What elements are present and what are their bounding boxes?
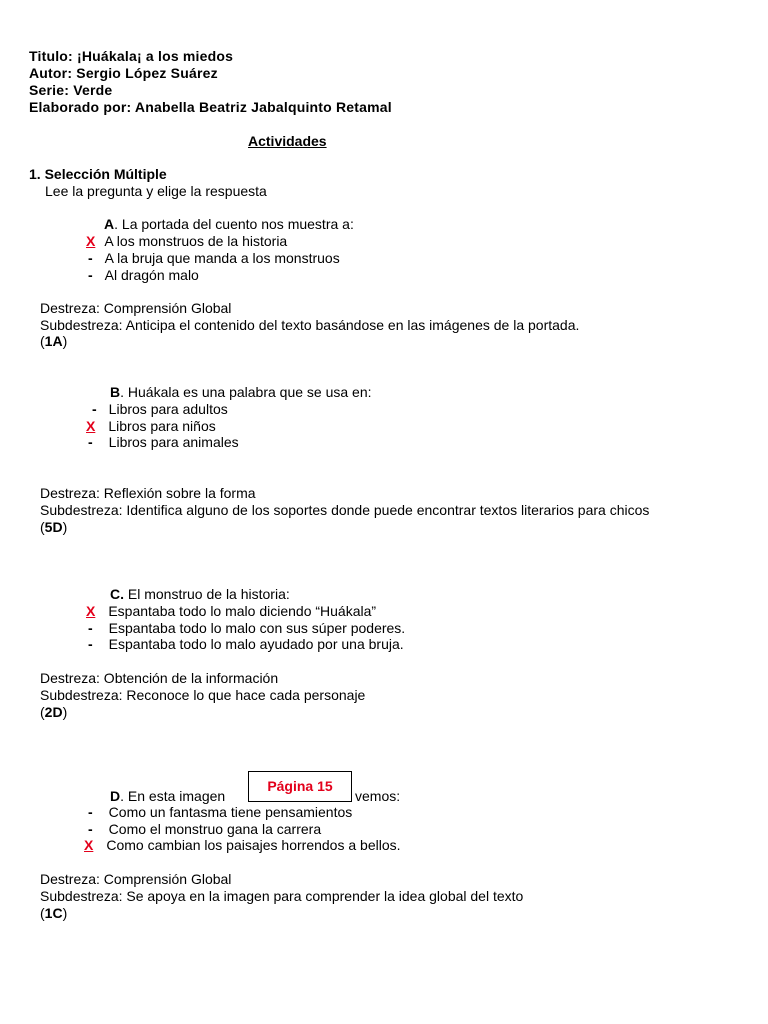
option-a1	[86, 233, 287, 250]
header-prepared-by: Elaborado por: Anabella Beatriz Jabalquinto Retamal	[29, 99, 392, 115]
question-b-subskill: Subdestreza: Identifica alguno de los soportes donde puede encontrar textos literarios para chicos	[40, 502, 650, 518]
question-c-prompt	[110, 586, 290, 603]
code-value: 5D	[44, 519, 63, 535]
option-text: Libros para niños	[108, 418, 216, 434]
option-mark: X	[86, 418, 96, 434]
option-d2	[88, 821, 321, 838]
option-mark: -	[88, 434, 93, 450]
page-label-box	[248, 771, 352, 802]
code-value: 1A	[44, 333, 63, 349]
code-paren: (	[40, 519, 45, 535]
option-b2	[86, 418, 216, 435]
question-b-skill: Destreza: Reflexión sobre la forma	[40, 485, 256, 501]
option-mark: -	[92, 401, 97, 417]
question-d-code	[40, 905, 67, 922]
code-value: 1C	[44, 905, 63, 921]
code-paren: )	[62, 333, 68, 349]
option-text: Libros para adultos	[108, 401, 228, 417]
option-mark: -	[88, 267, 93, 283]
option-text: Como cambian los paisajes horrendos a bellos.	[106, 837, 401, 853]
option-text: Espantaba todo lo malo con sus súper poderes.	[108, 620, 406, 636]
option-text: Espantaba todo lo malo diciendo “Huákala”	[108, 603, 377, 619]
question-letter: B	[110, 384, 121, 400]
question-b-code	[40, 519, 67, 536]
page-label: Página 15	[267, 778, 333, 794]
part-title: 1. Selección Múltiple	[29, 166, 167, 182]
option-mark: -	[88, 620, 93, 636]
code-paren: (	[40, 333, 45, 349]
question-d-prompt-end: vemos:	[355, 788, 401, 804]
option-c1	[86, 603, 376, 620]
question-c-subskill: Subdestreza: Reconoce lo que hace cada personaje	[40, 687, 366, 703]
question-a-prompt	[104, 216, 354, 233]
option-a3	[88, 267, 199, 284]
question-c-code	[40, 704, 67, 721]
question-letter: D	[110, 788, 121, 804]
code-paren: )	[62, 704, 68, 720]
option-a2	[88, 250, 340, 267]
option-mark: -	[88, 250, 93, 266]
question-text: . La portada del cuento nos muestra a:	[114, 216, 354, 232]
question-text: El monstruo de la historia:	[124, 586, 290, 602]
code-paren: (	[40, 905, 45, 921]
option-b3	[88, 434, 239, 451]
header-title: Titulo: ¡Huákala¡ a los miedos	[29, 48, 234, 64]
option-text: Como un fantasma tiene pensamientos	[108, 804, 353, 820]
option-mark: X	[84, 837, 94, 853]
option-mark: -	[88, 804, 93, 820]
option-text: Libros para animales	[108, 434, 239, 450]
header-series: Serie: Verde	[29, 82, 113, 98]
option-text: Como el monstruo gana la carrera	[108, 821, 322, 837]
section-title: Actividades	[248, 133, 327, 149]
option-d1	[88, 804, 352, 821]
question-d-subskill: Subdestreza: Se apoya en la imagen para comprender la idea global del texto	[40, 888, 524, 904]
option-b1	[92, 401, 228, 418]
code-paren: )	[62, 519, 68, 535]
part-instruction: Lee la pregunta y elige la respuesta	[45, 183, 267, 199]
option-mark: X	[86, 603, 96, 619]
option-mark: X	[86, 233, 96, 249]
question-c-skill: Destreza: Obtención de la información	[40, 670, 279, 686]
code-value: 2D	[44, 704, 63, 720]
question-a-code	[40, 333, 67, 350]
option-c3	[88, 636, 404, 653]
question-a-subskill: Subdestreza: Anticipa el contenido del texto basándose en las imágenes de la portada.	[40, 317, 580, 333]
question-text: . Huákala es una palabra que se usa en:	[120, 384, 372, 400]
code-paren: (	[40, 704, 45, 720]
option-text: A la bruja que manda a los monstruos	[104, 250, 340, 266]
code-paren: )	[62, 905, 68, 921]
option-text: A los monstruos de la historia	[104, 233, 288, 249]
option-c2	[88, 620, 405, 637]
question-b-prompt	[110, 384, 372, 401]
question-d-prompt	[110, 788, 225, 805]
question-a-skill: Destreza: Comprensión Global	[40, 300, 232, 316]
option-d3	[84, 837, 401, 854]
question-text: . En esta imagen	[120, 788, 226, 804]
option-text: Al dragón malo	[104, 267, 199, 283]
question-d-skill: Destreza: Comprensión Global	[40, 871, 232, 887]
question-letter: C.	[110, 586, 124, 602]
question-letter: A	[104, 216, 115, 232]
option-mark: -	[88, 636, 93, 652]
header-author: Autor: Sergio López Suárez	[29, 65, 218, 81]
option-text: Espantaba todo lo malo ayudado por una bruja.	[108, 636, 404, 652]
option-mark: -	[88, 821, 93, 837]
